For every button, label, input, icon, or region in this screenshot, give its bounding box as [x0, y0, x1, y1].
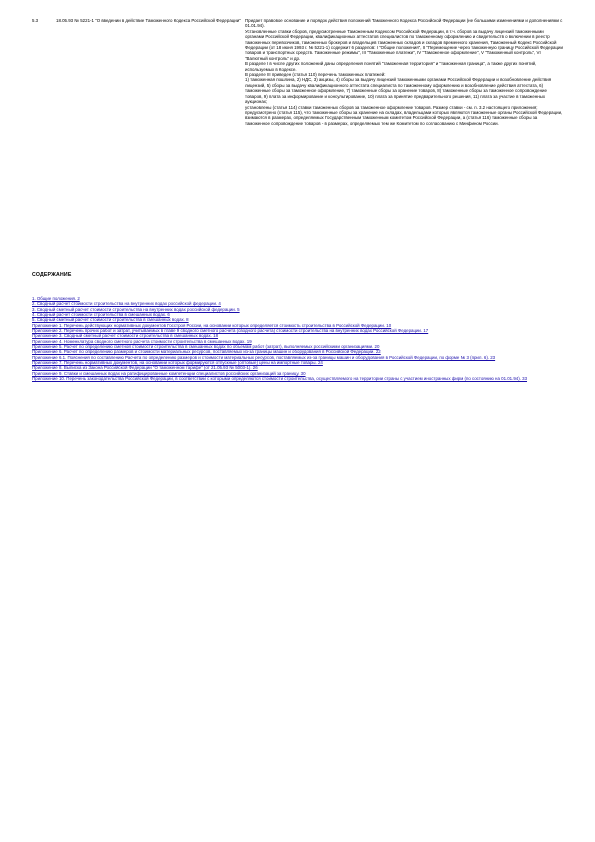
description-paragraph: В разделе III приведен (статья 110) перечень таможенных платежей:	[245, 72, 386, 78]
toc-link[interactable]: Приложение 8. Выписка из Закона Российской Федерации "О таможенном тарифе" (от 21.05.93 № 5003-1). 26	[32, 365, 258, 371]
toc-link[interactable]: 5. Сводный сметный расчет стоимости строительства в смешанных водах. 8	[32, 317, 189, 323]
toc-link[interactable]: Приложение 9. Ставки и смешанных водах на ратифицированные компетенции специалистов российских организаций за границу. 30	[32, 370, 306, 376]
document-title: "О введении в действие Таможенного Кодекса Российской Федерации"	[95, 18, 241, 23]
description-paragraph: В разделе I в числе других положений даны определения понятий "таможенная территория" и "таможенная граница", а также других понятий, используемых в Кодексе.	[245, 61, 537, 72]
toc-entry	[32, 376, 567, 381]
item-description	[245, 18, 563, 126]
toc-link[interactable]: Приложение 6. Расчет по определению размеров и стоимости материальных ресурсов, поставляемых из-за границы машин и оборудования в Российской Федерации. 22	[32, 349, 381, 355]
toc-link[interactable]: Приложение 6.1. Пояснения по составлению Расчета по определению размеров и стоимости материальных ресурсов, поставляемых из-за границы машин и оборудования в Российской Федерации, по форме № 3 (прил. 6). 23	[32, 354, 496, 360]
toc-link[interactable]: 4. Сводный расчет стоимости строительства в смешанных водах. 6	[32, 312, 170, 318]
toc-link[interactable]: 1. Общие положения. 2	[32, 296, 80, 301]
contents-heading: СОДЕРЖАНИЕ	[32, 272, 72, 278]
description-paragraph: Придает правовое основание и порядок действия положений Таможенного Кодекса Российской Федерации (не большими изменениями и дополнениями с 01.01.94).	[245, 18, 563, 29]
description-paragraph: Установленные ставки сборов, предусмотренные Таможенным Кодексом Российской Федерации, в т.ч. сборов за выдачу лицензий таможенными органами Российской Федерации, квалификационных аттестатов специалистов по таможенному оформлению и свидетельств о включении в реестр таможенных перевозчиков, таможенных брокеров и владельцев таможенных складов и складов временного хранения, Таможенный Кодекс Российской Федерации (от 18 июня 1993 г. № 5221-1) содержит 6 разделов: I "Общие положения", II "Перемещение через таможенную границу Российской Федерации товаров и транспортных средств. Таможенные режимы", III "Таможенные платежи", IV "Таможенное оформление", V "Таможенный контроль", VI "Валютный контроль" и др.	[245, 28, 563, 61]
toc-link[interactable]: 2. Сводный расчет стоимости строительства на внутренних водах российской федерации. 4	[32, 301, 221, 307]
toc-link[interactable]: Приложение 2. Перечень прочих работ и затрат, учитываемых в главе 9 сводного сметного расчета (сводного расчета) стоимости строительства на внутренних водах Российской Федерации. 17	[32, 328, 429, 334]
toc-link[interactable]: 3. Сводный сметный расчет стоимости строительства на внутренних водах российской федерации. 5	[32, 306, 240, 312]
description-paragraph: 1) таможенная пошлина, 2) НДС, 3) акцизы, 4) сборы за выдачу лицензий таможенными органами Российской Федерации и возобновление действия лицензий, 5) сборы за выдачу квалификационного аттестата специалиста по таможенному оформлению и возобновление действия аттестата, 6) таможенные сборы за таможенное оформление, 7) таможенные сборы за хранение товаров, 8) таможенные сборы за таможенное сопровождение товаров, 9) плата за информирование и консультирование, 10) плата за принятие предварительного решения, 11) плата за участие в таможенных аукционах;	[245, 77, 552, 105]
toc-link[interactable]: Приложение 3. Сводный сметный расчет стоимости строительства в смешанных водах. 18	[32, 333, 219, 339]
description-paragraph: установлены (статья 114) ставки таможенных сборов за таможенное оформление товаров. Размер ставки - см. п. 3.2 настоящего приложения;	[245, 104, 538, 110]
toc-link[interactable]: Приложение 5. Расчет по определению сметной стоимости строительства в смешанных водах по объемам работ (затрат), выполняемых российскими организациями. 20	[32, 344, 380, 350]
toc-link[interactable]: Приложение 10. Перечень законодательства Российской Федерации, в соответствии с которыми определяются стоимости строительства, осуществляемого на территории страны с участием иностранных фирм (по состоянию на 01.01.94). 33	[32, 376, 528, 382]
toc-link[interactable]: Приложение 7. Перечень нормативных документов, на основании которых формируются отпускные (оптовые) цены на импортные товары. 24	[32, 360, 323, 366]
legal-document-reference	[56, 18, 256, 23]
table-of-contents	[32, 296, 567, 382]
item-number: 5.3	[32, 18, 39, 23]
toc-link[interactable]: Приложение 1. Перечень действующих нормативных документов Госстроя России, на основании которых определяется стоимость строительства в Российской Федерации. 10	[32, 322, 392, 328]
description-paragraph: предусмотрено (статья 115), что таможенные сборы за хранение на складах, владельцами которых являются таможенные органы Российской Федерации, взимаются в размерах, определяемых Государственным таможенным комитетом Российской Федерации, а (статья 116) таможенные сборы за таможенное сопровождение товаров - в размерах, определяемых тем же Комитетом по согласованию с Минфином России.	[245, 109, 563, 126]
document-date-number: 18.05.93 № 5221-1	[56, 18, 94, 23]
toc-link[interactable]: Приложение 4. Номенклатура сводного сметного расчета стоимости строительства в смешанных водах. 19	[32, 338, 252, 344]
